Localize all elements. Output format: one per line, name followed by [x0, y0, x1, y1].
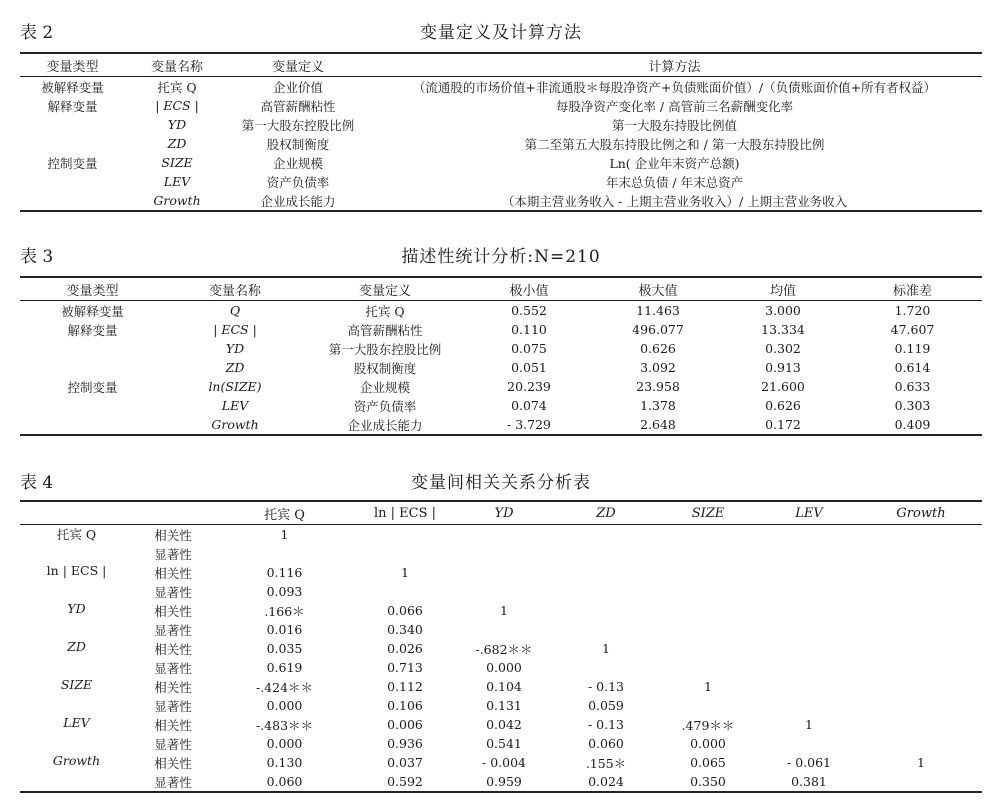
table4-header-cell: ZD — [596, 505, 616, 521]
empty-cell — [860, 563, 982, 582]
sig-cell: 0.000 — [486, 660, 522, 675]
empty-cell — [758, 677, 860, 696]
var-def-cell: 第一大股东控股比例 — [328, 341, 442, 357]
sig-label: 显著性 — [154, 660, 192, 676]
max-cell: 0.626 — [640, 341, 676, 356]
sig-cell: 0.350 — [690, 774, 726, 789]
corr-cell: -.424＊＊ — [255, 679, 314, 695]
var-name-cell: 托宾 Q — [157, 79, 197, 95]
empty-cell — [860, 620, 982, 639]
table-row — [20, 544, 982, 563]
mean-cell: 3.000 — [765, 303, 801, 318]
table-row — [20, 172, 982, 191]
var-type-cell — [20, 415, 165, 435]
corr-cell: 0.065 — [690, 755, 726, 770]
var-name-cell: LEV — [163, 174, 191, 189]
empty-cell — [454, 544, 554, 563]
table-row — [20, 525, 982, 545]
empty-cell — [860, 715, 982, 734]
table3-header-cell: 极小值 — [509, 283, 549, 299]
sd-cell: 0.119 — [894, 341, 931, 356]
table-row — [20, 396, 982, 415]
table4-header-cell: 托宾 Q — [264, 507, 305, 523]
corr-label: 相关性 — [154, 565, 192, 581]
empty-cell — [758, 620, 860, 639]
table3-header-cell: 均值 — [769, 283, 796, 299]
sd-cell: 0.614 — [894, 360, 931, 375]
row-var-label: LEV — [63, 715, 90, 730]
table3 — [20, 276, 982, 436]
empty-cell — [758, 734, 860, 753]
table4-header-cell: ln | ECS | — [373, 505, 437, 521]
table3-header-cell: 变量类型 — [66, 283, 119, 299]
sd-cell: 47.607 — [890, 322, 935, 337]
empty-cell — [860, 582, 982, 601]
empty-cell — [356, 544, 454, 563]
var-type-cell — [20, 191, 125, 211]
sig-cell: 0.381 — [791, 774, 827, 789]
sd-cell: 0.303 — [894, 398, 931, 413]
var-def-cell: 企业成长能力 — [347, 417, 423, 433]
empty-cell — [554, 601, 658, 620]
method-cell: 第二至第五大股东持股比例之和 / 第一大股东持股比例 — [524, 136, 825, 152]
table-row — [20, 301, 982, 321]
table3-header-cell: 变量名称 — [208, 283, 261, 299]
max-cell: 3.092 — [640, 360, 676, 375]
empty-cell — [554, 658, 658, 677]
sig-cell: 0.592 — [387, 774, 423, 789]
min-cell: 0.110 — [511, 322, 547, 337]
var-def-cell: 资产负债率 — [353, 398, 417, 414]
corr-cell: - 0.061 — [787, 755, 831, 770]
sig-cell: 0.000 — [266, 736, 303, 751]
table-row — [20, 639, 982, 658]
var-type-cell — [20, 172, 125, 191]
table-row — [20, 377, 982, 396]
table4 — [20, 500, 982, 793]
row-var-label: YD — [67, 601, 86, 616]
empty-cell — [658, 639, 758, 658]
empty-cell — [860, 734, 982, 753]
empty-cell — [758, 525, 860, 545]
empty-cell — [454, 525, 554, 545]
sig-cell: 0.059 — [588, 698, 624, 713]
var-type-cell: 被解释变量 — [61, 303, 124, 319]
table4-section — [20, 466, 982, 800]
table-row — [20, 601, 982, 620]
var-def-cell: 企业规模 — [272, 155, 323, 171]
var-type-cell — [20, 396, 165, 415]
var-def-cell: 高管薪酬粘性 — [260, 98, 336, 114]
var-def-cell: 资产负债率 — [266, 174, 330, 190]
table3-header-row — [20, 277, 982, 301]
var-type-cell: 控制变量 — [47, 155, 98, 171]
max-cell: 2.648 — [640, 417, 676, 432]
max-cell: 11.463 — [636, 303, 680, 318]
var-def-cell: 第一大股东控股比例 — [241, 117, 355, 133]
table-row — [20, 696, 982, 715]
row-var-label: ZD — [67, 639, 86, 654]
mean-cell: 0.913 — [765, 360, 801, 375]
table2-label: 表 2 — [20, 23, 54, 43]
sig-cell: 0.541 — [486, 736, 522, 751]
empty-cell — [658, 582, 758, 601]
empty-cell — [356, 525, 454, 545]
sig-label: 显著性 — [154, 736, 192, 752]
corr-cell: .479＊＊ — [681, 717, 735, 733]
sd-cell: 0.409 — [894, 417, 931, 432]
table3-title: 描述性统计分析:N=210 — [401, 247, 601, 267]
table2 — [20, 52, 982, 212]
min-cell: 0.051 — [511, 360, 547, 375]
row-var-label: 托宾 Q — [56, 527, 97, 542]
empty-cell — [554, 582, 658, 601]
var-type-cell: 被解释变量 — [41, 79, 104, 95]
empty-cell — [860, 601, 982, 620]
min-cell: - 3.729 — [507, 417, 551, 432]
table4-label: 表 4 — [20, 473, 54, 493]
table4-header-row — [20, 501, 982, 525]
method-cell: （流通股的市场价值+非流通股＊每股净资产+负债账面价值）/（负债账面价值+所有者权益） — [412, 79, 937, 95]
var-name-cell: | ECS | — [213, 322, 257, 337]
table4-header-cell: SIZE — [691, 505, 725, 521]
var-def-cell: 高管薪酬粘性 — [347, 322, 423, 338]
empty-cell — [758, 658, 860, 677]
var-name-cell: ZD — [167, 136, 187, 151]
corr-label: 相关性 — [154, 717, 192, 733]
sig-cell: 0.936 — [387, 736, 423, 751]
corr-cell: 0.112 — [387, 679, 423, 694]
corr-cell: 0.130 — [266, 755, 303, 770]
table-row — [20, 677, 982, 696]
empty-cell — [758, 544, 860, 563]
sig-label: 显著性 — [154, 774, 192, 790]
empty-cell — [658, 620, 758, 639]
table3-header-cell: 标准差 — [892, 283, 932, 299]
corr-cell: 1 — [500, 603, 508, 618]
empty-cell — [454, 620, 554, 639]
empty-cell — [758, 582, 860, 601]
corr-cell: .155＊ — [585, 755, 627, 771]
sig-cell: 0.060 — [266, 774, 303, 789]
corr-cell: 1 — [602, 641, 610, 656]
corr-label: 相关性 — [154, 679, 192, 695]
var-name-cell: Growth — [211, 417, 259, 432]
sig-cell: 0.060 — [588, 736, 624, 751]
sig-cell: 0.000 — [690, 736, 726, 751]
empty-cell — [860, 525, 982, 545]
sig-label: 显著性 — [154, 546, 192, 562]
table3-label: 表 3 — [20, 247, 54, 267]
corr-label: 相关性 — [154, 603, 192, 619]
corr-cell: 0.104 — [486, 679, 522, 694]
empty-cell — [758, 696, 860, 715]
table4-header-cell: Growth — [896, 505, 946, 521]
min-cell: 0.552 — [511, 303, 547, 318]
table4-corner-cell — [133, 501, 213, 525]
table3-header-cell: 极大值 — [638, 283, 678, 299]
table-row — [20, 620, 982, 639]
empty-cell — [658, 563, 758, 582]
var-type-cell — [20, 134, 125, 153]
table4-title: 变量间相关关系分析表 — [411, 473, 591, 493]
empty-cell — [454, 582, 554, 601]
method-cell: 年末总负债 / 年末总资产 — [605, 174, 744, 190]
table3-section — [20, 240, 982, 440]
empty-cell — [554, 563, 658, 582]
empty-cell — [860, 677, 982, 696]
min-cell: 0.075 — [511, 341, 547, 356]
table2-section — [20, 16, 982, 216]
empty-cell — [658, 658, 758, 677]
method-cell: 第一大股东持股比例值 — [611, 117, 737, 133]
table2-header-cell: 变量定义 — [271, 59, 324, 75]
empty-cell — [860, 544, 982, 563]
var-type-cell: 解释变量 — [67, 322, 118, 338]
var-def-cell: 企业价值 — [272, 79, 323, 95]
corr-cell: 1 — [805, 717, 813, 732]
table2-title: 变量定义及计算方法 — [420, 23, 582, 43]
var-name-cell: | ECS | — [155, 98, 199, 113]
corr-cell: 1 — [704, 679, 712, 694]
var-name-cell: YD — [225, 341, 245, 356]
empty-cell — [758, 563, 860, 582]
sig-cell: 0.016 — [266, 622, 303, 637]
empty-cell — [658, 525, 758, 545]
var-type-cell — [20, 115, 125, 134]
empty-cell — [454, 563, 554, 582]
table-row — [20, 115, 982, 134]
method-cell: （本期主营业务收入 - 上期主营业务收入）/ 上期主营业务收入 — [501, 193, 848, 209]
corr-cell: 0.026 — [387, 641, 423, 656]
sd-cell: 0.633 — [894, 379, 931, 394]
table-row — [20, 715, 982, 734]
sig-label: 显著性 — [154, 584, 192, 600]
table-row — [20, 134, 982, 153]
var-name-cell: Q — [229, 303, 241, 318]
table4-header-cell: YD — [494, 505, 514, 521]
sig-label: 显著性 — [154, 698, 192, 714]
sig-cell: 0.340 — [387, 622, 423, 637]
empty-cell — [658, 696, 758, 715]
table4-header-cell: LEV — [795, 505, 823, 521]
empty-cell — [860, 658, 982, 677]
empty-cell — [658, 601, 758, 620]
sig-cell: 0.713 — [387, 660, 423, 675]
var-name-cell: ZD — [225, 360, 245, 375]
table4-corner-cell — [20, 501, 133, 525]
table2-header-row — [20, 53, 982, 77]
mean-cell: 21.600 — [761, 379, 805, 394]
sd-cell: 1.720 — [894, 303, 931, 318]
corr-cell: - 0.13 — [587, 679, 625, 694]
row-var-label: SIZE — [60, 677, 93, 692]
table-row — [20, 358, 982, 377]
max-cell: 23.958 — [636, 379, 680, 394]
corr-label: 相关性 — [154, 527, 192, 543]
empty-cell — [356, 582, 454, 601]
table-row — [20, 734, 982, 753]
empty-cell — [554, 620, 658, 639]
var-name-cell: LEV — [221, 398, 249, 413]
var-type-cell: 控制变量 — [67, 379, 118, 395]
corr-cell: 1 — [401, 565, 409, 580]
var-def-cell: 企业成长能力 — [260, 193, 336, 209]
sig-cell: 0.024 — [588, 774, 624, 789]
var-name-cell: ln(SIZE) — [208, 379, 262, 394]
var-def-cell: 托宾 Q — [365, 303, 405, 319]
table-row — [20, 658, 982, 677]
empty-cell — [554, 544, 658, 563]
table-row — [20, 339, 982, 358]
row-var-label: ln | ECS | — [46, 563, 107, 578]
method-cell: 每股净资产变化率 / 高管前三名薪酬变化率 — [555, 98, 794, 114]
sig-cell: 0.131 — [486, 698, 522, 713]
mean-cell: 0.626 — [765, 398, 801, 413]
corr-cell: -.682＊＊ — [475, 641, 533, 657]
mean-cell: 0.172 — [765, 417, 801, 432]
var-def-cell: 企业规模 — [359, 379, 410, 395]
empty-cell — [860, 772, 982, 792]
corr-cell: 0.037 — [387, 755, 423, 770]
min-cell: 20.239 — [507, 379, 551, 394]
corr-label: 相关性 — [154, 755, 192, 771]
table-row — [20, 320, 982, 339]
table2-header-cell: 变量名称 — [150, 59, 203, 75]
corr-cell: 0.035 — [266, 641, 303, 656]
var-def-cell: 股权制衡度 — [353, 360, 417, 376]
corr-label: 相关性 — [154, 641, 192, 657]
empty-cell — [860, 639, 982, 658]
table-row — [20, 753, 982, 772]
table3-header-cell: 变量定义 — [358, 283, 411, 299]
corr-cell: 1 — [280, 527, 289, 542]
corr-cell: -.483＊＊ — [255, 717, 314, 733]
table-row — [20, 582, 982, 601]
table-row — [20, 772, 982, 792]
method-cell: Ln( 企业年末资产总额) — [609, 155, 740, 171]
sig-cell: 0.093 — [266, 584, 303, 599]
corr-cell: 0.006 — [387, 717, 423, 732]
var-def-cell: 股权制衡度 — [266, 136, 330, 152]
var-name-cell: SIZE — [161, 155, 193, 170]
mean-cell: 0.302 — [765, 341, 801, 356]
corr-cell: 0.116 — [266, 565, 303, 580]
empty-cell — [213, 544, 356, 563]
corr-cell: - 0.004 — [482, 755, 526, 770]
table2-header-cell: 变量类型 — [46, 59, 99, 75]
sig-cell: 0.959 — [486, 774, 522, 789]
empty-cell — [860, 696, 982, 715]
max-cell: 1.378 — [640, 398, 676, 413]
max-cell: 496.077 — [632, 322, 684, 337]
table-row — [20, 415, 982, 435]
sig-cell: 0.000 — [266, 698, 303, 713]
table2-header-cell: 计算方法 — [648, 59, 701, 75]
corr-cell: 0.066 — [387, 603, 423, 618]
table-row — [20, 96, 982, 115]
mean-cell: 13.334 — [761, 322, 805, 337]
corr-cell: 1 — [917, 755, 925, 770]
empty-cell — [554, 525, 658, 545]
var-type-cell: 解释变量 — [47, 98, 98, 114]
sig-cell: 0.619 — [266, 660, 303, 675]
corr-cell: 0.042 — [486, 717, 522, 732]
row-var-label: Growth — [52, 753, 101, 768]
sig-label: 显著性 — [154, 622, 192, 638]
var-name-cell: YD — [167, 117, 187, 132]
var-name-cell: Growth — [153, 193, 201, 208]
var-type-cell — [20, 358, 165, 377]
table-row — [20, 191, 982, 211]
corr-cell: - 0.13 — [587, 717, 625, 732]
table-row — [20, 153, 982, 172]
var-type-cell — [20, 339, 165, 358]
empty-cell — [758, 601, 860, 620]
table-row — [20, 563, 982, 582]
corr-cell: .166＊ — [264, 603, 305, 619]
empty-cell — [758, 639, 860, 658]
table-row — [20, 77, 982, 97]
sig-cell: 0.106 — [387, 698, 423, 713]
min-cell: 0.074 — [511, 398, 547, 413]
empty-cell — [658, 544, 758, 563]
